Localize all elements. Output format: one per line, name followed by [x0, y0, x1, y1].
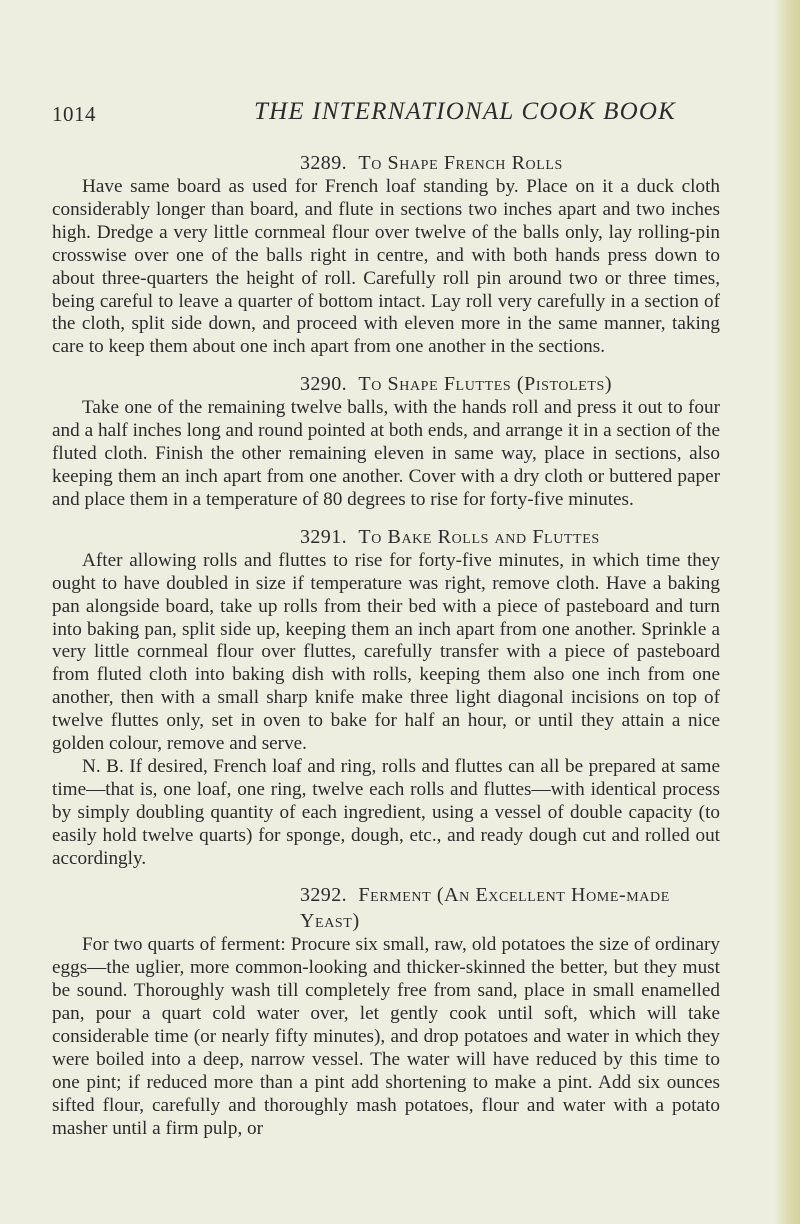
section-heading [52, 882, 720, 934]
paragraph: For two quarts of ferment: Procure six small, raw, old potatoes the size of ordinary eggs—the uglier, more common-looking and thicker-skinned the better, but they must be sound. Thoroughly wash till completely free from sand, place in small enamelled pan, pour a quart cold water over, let gently cook until soft, which will take considerable time (or nearly fifty minutes), and drop potatoes and water in which they were boiled into a deep, narrow vessel. The water will have reduced by this time to one pint; if reduced more than a pint add shortening to make a pint. Add six ounces sifted flour, carefully and thoroughly mash potatoes, flour and water with a potato masher until a firm pulp, or [52, 934, 720, 1139]
paragraph: Have same board as used for French loaf standing by. Place on it a duck cloth considerably longer than board, and flute in sections two inches apart and two inches high. Dredge a very little cornmeal flour over twelve of the balls only, lay rolling-pin crosswise over one of the balls right in centre, and with both hands press down to about three-quarters the height of roll. Carefully roll pin around two or three times, being careful to leave a quarter of bottom intact. Lay roll very carefully in a section of the cloth, split side down, and proceed with eleven more in the same manner, taking care to keep them about one inch apart from one another in the sections. [52, 176, 720, 358]
section-heading [52, 524, 720, 550]
section-title: To Shape Fluttes (Pistolets) [358, 373, 613, 396]
section-3292 [52, 882, 720, 1140]
section-title: To Bake Rolls and Fluttes [358, 525, 600, 548]
paragraph: After allowing rolls and fluttes to rise for forty-five minutes, in which time they ought to have doubled in size if temperature was right, remove cloth. Have a baking pan alongside board, take up rolls from their bed with a piece of pasteboard and turn into baking pan, split side up, keeping them an inch apart from one another. Sprinkle a very little cornmeal flour over fluttes, carefully transfer with a piece of pasteboard from fluted cloth into baking dish with rolls, keeping them also one inch from one another, then with a small sharp knife make three light diagonal incisions on top of twelve fluttes only, set in oven to bake for half an hour, or until they attain a nice golden colour, remove and serve. [52, 549, 720, 755]
page-header [52, 98, 720, 138]
section-3290 [52, 371, 720, 512]
section-number: 3292. [300, 884, 347, 907]
section-heading [52, 150, 720, 176]
book-page [52, 98, 720, 1141]
section-number: 3290. [300, 373, 347, 396]
paragraph-note: N. B. If desired, French loaf and ring, rolls and fluttes can all be prepared at same time—that is, one loaf, one ring, twelve each rolls and fluttes—with identical process by simply doubling quantity of each ingredient, using a vessel of double capacity (to easily hold twelve quarts) for sponge, dough, etc., and ready dough cut and rolled out accordingly. [52, 755, 720, 869]
section-number: 3289. [300, 152, 347, 174]
section-title: To Shape French Rolls [358, 152, 563, 174]
running-title: THE INTERNATIONAL COOK BOOK [254, 98, 677, 125]
section-title: Ferment (An Excellent Home-made Yeast) [300, 884, 670, 933]
section-3289 [52, 150, 720, 359]
section-number: 3291. [300, 525, 347, 548]
page-edge-shading [774, 0, 800, 1224]
section-heading [52, 371, 720, 397]
page-number: 1014 [52, 102, 96, 126]
section-3291 [52, 524, 720, 871]
paragraph: Take one of the remaining twelve balls, with the hands roll and press it out to four and a half inches long and round pointed at both ends, and arrange it in a section of the fluted cloth. Finish the other remaining eleven in same way, place in sections, also keeping them an inch apart from one another. Cover with a dry cloth or buttered paper and place them in a temperature of 80 degrees to rise for forty-five minutes. [52, 397, 720, 510]
